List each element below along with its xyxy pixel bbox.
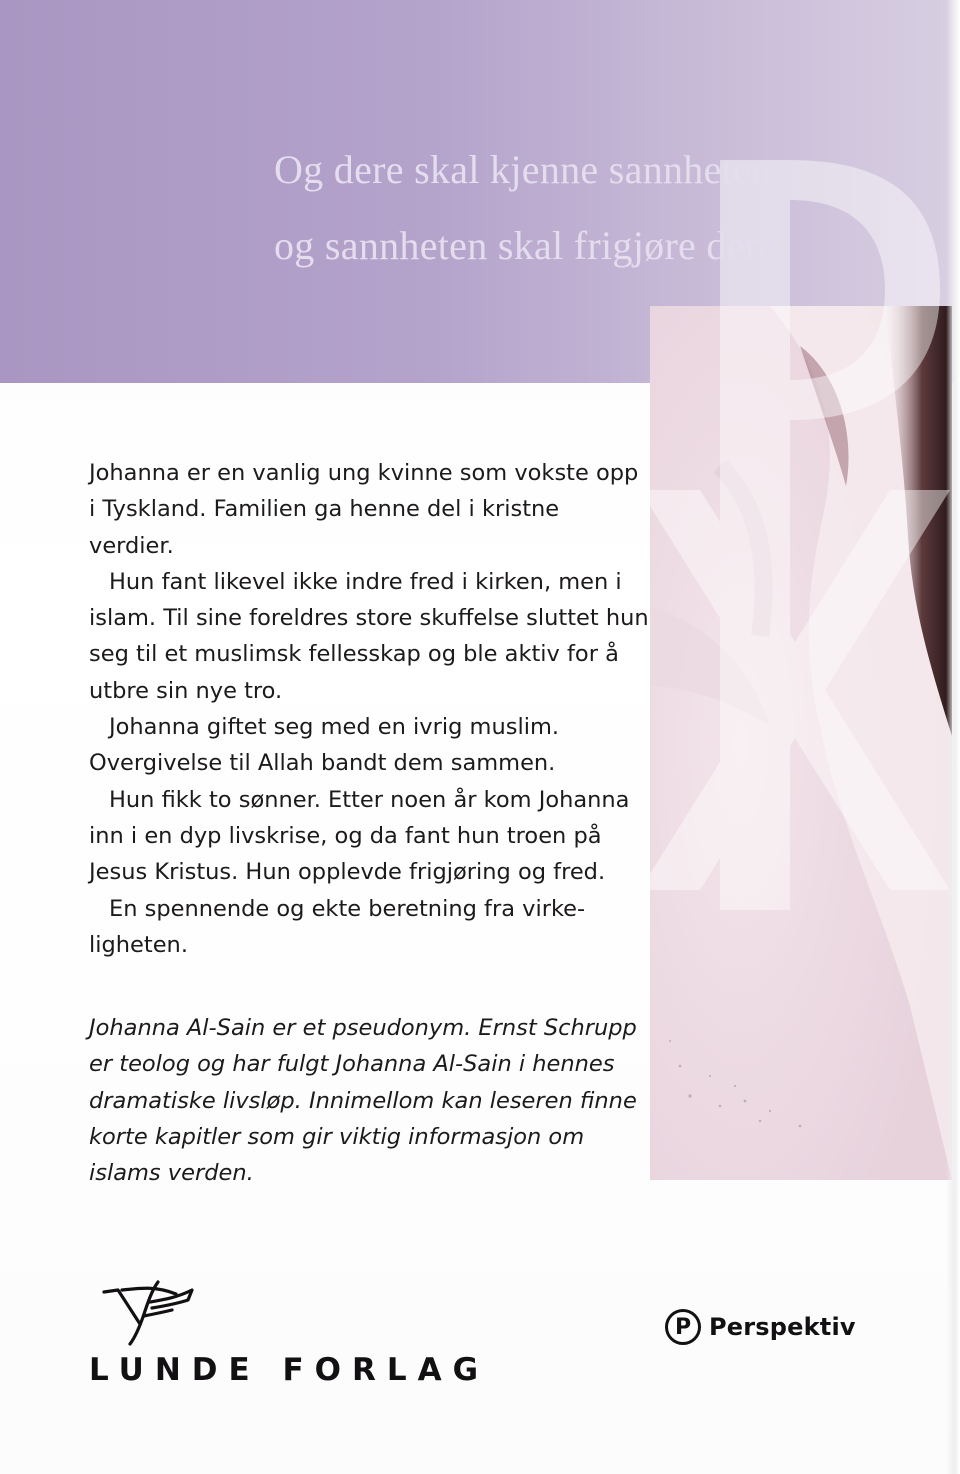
publisher-name: LUNDE FORLAG bbox=[89, 1352, 490, 1388]
blurb-paragraph: Hun fant likevel ikke indre fred i kirken, men i islam. Til sine foreldres store skuffelse sluttet hun seg til et muslimsk fellesskap og ble aktiv for å utbre sin nye tro. bbox=[89, 568, 649, 704]
blurb-paragraph: Hun fikk to sønner. Etter noen år kom Johanna inn i en dyp livskrise, og da fant hun troen på Jesus Kristus. Hun opplevde frigjøring og fred. bbox=[89, 786, 630, 886]
motto-line-1: Og dere skal kjenne sannheten, bbox=[274, 147, 782, 192]
author-note: Johanna Al-Sain er et pseudonym. Ernst Schrupp er teolog og har fulgt Johanna Al-Sain i hennes dramatiske livsløp. Innimellom kan leseren finne korte kapitler som gir viktig informasjon om islams verden. bbox=[89, 1015, 637, 1187]
perspektiv-imprint bbox=[665, 1306, 856, 1348]
lunde-bird-logo-icon bbox=[100, 1280, 200, 1346]
motto-line-2: og sannheten skal frigjøre dere. bbox=[274, 223, 787, 268]
blurb-paragraph: Johanna giftet seg med en ivrig muslim. Overgivelse til Allah bandt dem sammen. bbox=[89, 714, 560, 777]
blurb-text bbox=[89, 455, 649, 963]
cover-photo-art bbox=[650, 306, 952, 1180]
spine-edge bbox=[946, 0, 960, 1474]
perspektiv-p-icon: P bbox=[665, 1309, 701, 1345]
blurb-paragraph: Johanna er en vanlig ung kvinne som vokste opp i Tyskland. Familien ga henne del i kristne verdier. bbox=[89, 460, 639, 559]
cover-photo bbox=[650, 306, 952, 1180]
motto-quote bbox=[274, 132, 934, 284]
blurb-paragraph: En spennende og ekte beretning fra virkeligheten. bbox=[89, 895, 586, 958]
perspektiv-name: Perspektiv bbox=[709, 1313, 856, 1341]
